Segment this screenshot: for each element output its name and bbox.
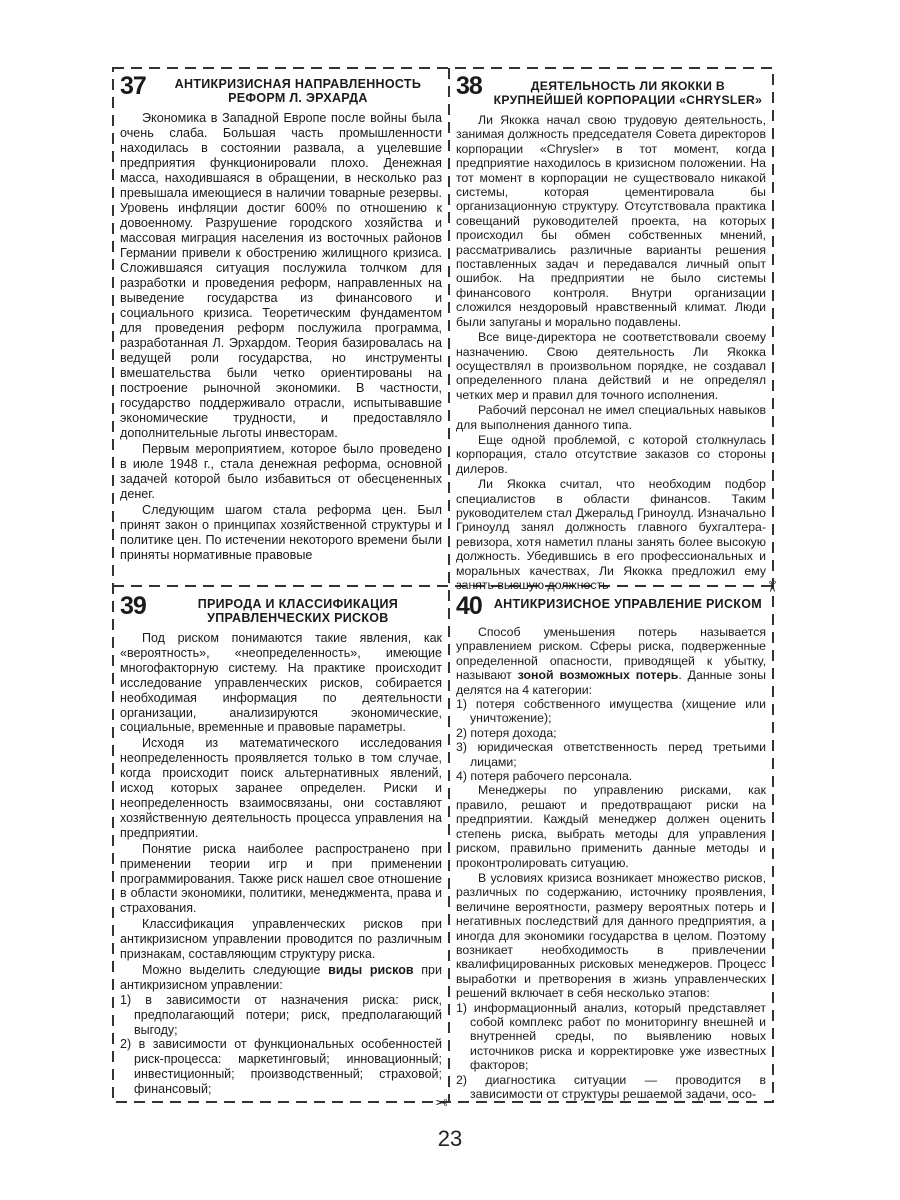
scissors-icon: ✂ — [435, 1093, 448, 1110]
scissors-icon: ✂ — [762, 580, 780, 593]
list-item: 1) информационный анализ, который представляет собой комплекс работ по мониторингу внешней и внутренней среды, по выявлению новых источников риска и корректировке уже известных факторов; — [456, 1000, 766, 1073]
text-run: Способ уменьшения потерь называется управлением риском. Сферы риска, подверженные определенной опасности, приводящей к убытку, называют — [456, 625, 766, 683]
card-number: 38 — [456, 72, 482, 100]
paragraph: Следующим шагом стала реформа цен. Был принят закон о принципах хозяйственной структуры и политике цен. По истечении некоторого времени были приняты нормативные правовые — [120, 503, 442, 562]
paragraph: Ли Якокка считал, что необходим подбор специалистов в области финансов. Таким руководителем стал Джеральд Гриноулд. Изначально Гриноулд занял должность главного бухгалтера-ревизора, хотя наметил планы занять более высокую должность. Убедившись в его профессиональных и моральных качествах, Ли Якокка предложил ему занять высшую должность — [456, 477, 766, 592]
list-item: 4) потеря рабочего персонала. — [456, 769, 633, 784]
cut-card-sheet — [112, 67, 780, 1110]
card-number: 40 — [456, 592, 482, 620]
paragraph: Все вице-директора не соответствовали своему назначению. Свою деятельность Ли Якокка осуществлял в произвольном порядке, не создавал определенного плана действий и не определял четких мер и правил для точного исполнения. — [456, 330, 766, 402]
card-40 — [456, 593, 766, 1099]
text-run: Можно выделить следующие — [142, 962, 329, 977]
card-title: ДЕЯТЕЛЬНОСТЬ ЛИ ЯКОККИ В КРУПНЕЙШЕЙ КОРПОРАЦИИ «CHRYSLER» — [493, 79, 763, 107]
paragraph: Экономика в Западной Европе после войны была очень слаба. Большая часть промышленности находилась в состоянии развала, а уцелевшие предприятия функционировали плохо. Денежная масса, находившаяся в обращении, в несколько раз превышала имеющиеся в наличии товарные резервы. Уровень инфляции достиг 600% по отношению к довоенному. Разрушение городского хозяйства и массовая миграция населения из восточных районов Германии привели к обострению жилищного кризиса. Сложившаяся ситуация послужила толчком для разработки и проведения реформ, направленных на выведение государства из финансового и социального кризиса. Теоретическим фундаментом для проведения реформ послужила программа, разработанная Л. Эрхардом. Теория базировалась на ведущей роли государства, но инструменты вмешательства были четко ориентированы на построение рыночной экономики. В частности, государство поддерживало отрасли, испытывавшие экономические трудности, и предоставляло дополнительные льготы инвесторам. — [120, 111, 442, 440]
card-header — [456, 593, 766, 619]
text-run: при антикризисном управлении: — [120, 962, 442, 992]
list-item: 3) юридическая ответственность перед третьими лицами; — [456, 740, 766, 769]
card-body — [456, 625, 766, 1101]
list-item: 2) диагностика ситуации — проводится в зависимости от структуры решаемой задачи, осо- — [456, 1072, 766, 1101]
paragraph: Исходя из математического исследования неопределенность проявляется только в том случае, когда происходит поиск альтернативных явлений, исход которых заранее определен. Риски и неопределенность взаимосвязаны, они составляют хозяйственную деятельность процесса управления на предприятии. — [120, 736, 442, 840]
paragraph: Рабочий персонал не имел специальных навыков для выполнения данного типа. — [456, 403, 766, 432]
numbered-list — [120, 993, 442, 1097]
list-item: 2) в зависимости от функциональных особенностей риск-процесса: маркетинговый; инновационный; инвестиционный; производственный; страховой; финансовый; — [120, 1037, 442, 1097]
paragraph: В условиях кризиса возникает множество рисков, различных по содержанию, источнику проявления, величине вероятности, размеру вероятных потерь и негативных последствий для данного предприятия, а иногда для экономики государства в целом. Поэтому возникает необходимость в привлечении квалифицированных рисковых менеджеров. Процесс выработки и претворения в жизнь управленческих решений включает в себя несколько этапов: — [456, 870, 766, 1001]
card-body — [120, 631, 442, 1097]
card-number: 37 — [120, 72, 146, 100]
paragraph: Еще одной проблемой, с которой столкнулась корпорация, стало отсутствие заказов со стороны дилеров. — [456, 432, 766, 476]
card-body — [120, 111, 442, 563]
list-item: 1) потеря собственного имущества (хищение или уничтожение); — [456, 697, 766, 726]
paragraph: Классификация управленческих рисков при антикризисном управлении проводится по различным признакам, составляющим структуру риска. — [120, 917, 442, 962]
paragraph: Ли Якокка начал свою трудовую деятельность, занимая должность председателя Совета директоров корпорации «Chrysler» в тот момент, когда предприятие находилось в кризисном положении. На тот момент в корпорации не существовало никакой системы, которая цементировала бы организационную структуру. Отсутствовала практика совещаний руководителей проекта, на которых происходил бы обмен собственных мнений, рассматривались различные варианты решения поставленных задач и передавался личный опыт ошибок. На предприятии не было системы финансового контроля. Внутри организации сложился нездоровый нравственный климат. Люди были запуганы и морально подавлены. — [456, 113, 766, 329]
card-37 — [120, 73, 442, 581]
paragraph-risk-types — [120, 963, 442, 993]
paragraph: Понятие риска наиболее распространено при применении теории игр и при применении программирования. Также риск нашел свое отношение в области экономики, политики, менеджмента, права и страхования. — [120, 841, 442, 916]
card-38 — [456, 72, 766, 592]
card-header — [120, 593, 442, 625]
numbered-list — [456, 1001, 766, 1102]
card-body — [456, 113, 766, 592]
card-header — [456, 73, 766, 107]
paragraph-loss-zones — [456, 625, 766, 697]
list-item: 1) в зависимости от назначения риска: риск, предполагающий потери; риск, предполагающий выгоду; — [120, 992, 442, 1037]
numbered-list — [456, 697, 766, 783]
paragraph: Менеджеры по управлению рисками, как правило, решают и предотвращают риски на предприятии. Каждый менеджер должен оценить степень риска, выбрать методы для управления риском, правильно применить данные методы и проконтролировать ситуацию. — [456, 783, 766, 870]
bold-term: зоной возможных потерь — [517, 668, 679, 683]
page-number: 23 — [437, 1126, 463, 1151]
bold-term: виды рисков — [328, 962, 414, 977]
card-title: ПРИРОДА И КЛАССИФИКАЦИЯ УПРАВЛЕНЧЕСКИХ РИСКОВ — [197, 597, 399, 625]
card-title: АНТИКРИЗИСНОЕ УПРАВЛЕНИЕ РИСКОМ — [493, 597, 762, 611]
paragraph: Первым мероприятием, которое было проведено в июле 1948 г., стала денежная реформа, основной задачей которой было избавиться от обесцененных денег. — [120, 442, 442, 501]
card-title: АНТИКРИЗИСНАЯ НАПРАВЛЕННОСТЬ РЕФОРМ Л. ЭРХАРДА — [174, 77, 422, 105]
text-run: . Данные зоны делятся на 4 категории: — [456, 668, 766, 697]
card-39 — [120, 593, 442, 1099]
list-item: 2) потеря дохода; — [456, 725, 557, 740]
card-number: 39 — [120, 592, 146, 620]
paragraph: Под риском понимаются такие явления, как «вероятность», «неопределенность», имеющие многофакторную систему. На практике происходит исследование управленческих рисков, собирается необходимая информация по деятельности организации, анализируются экономические, социальные, временные и правовые параметры. — [120, 631, 442, 735]
card-header — [120, 73, 442, 105]
